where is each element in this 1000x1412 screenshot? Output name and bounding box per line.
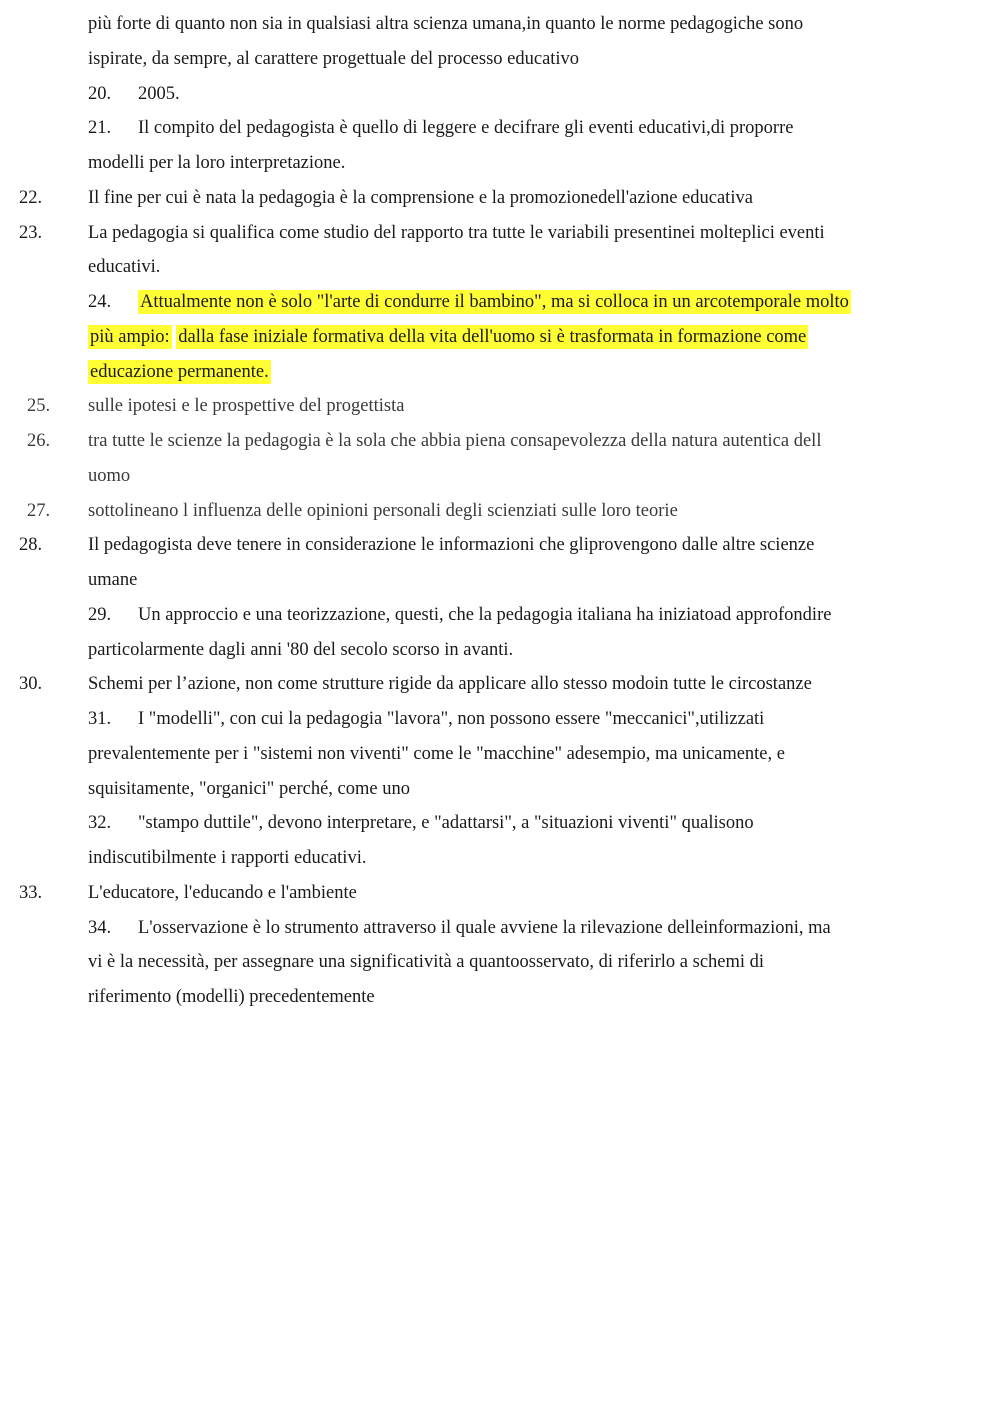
document-page bbox=[0, 7, 1000, 1015]
text-highlight: educazione permanente. bbox=[90, 361, 269, 382]
list-item-30 bbox=[0, 667, 1000, 702]
text-line bbox=[0, 459, 1000, 494]
text-line bbox=[0, 250, 1000, 285]
text-line bbox=[0, 355, 1000, 390]
item-text: "stampo duttile", devono interpretare, e "adattarsi", a "situazioni viventi" qualisono bbox=[138, 813, 754, 834]
paragraph-text: riferimento (modelli) precedentemente bbox=[88, 987, 375, 1007]
paragraph-text: uomo bbox=[88, 465, 131, 486]
paragraph-text: prevalentemente per i "sistemi non viventi" come le "macchine" adesempio, ma unicamente, e bbox=[88, 743, 785, 764]
item-text: I "modelli", con cui la pedagogia "lavora", non possono essere "meccanici",utilizzati bbox=[138, 709, 765, 729]
item-text: L'educatore, l'educando e l'ambiente bbox=[88, 882, 357, 903]
paragraph-text: ispirate, da sempre, al carattere progettuale del processo educativo bbox=[88, 48, 580, 69]
text-line bbox=[0, 320, 1000, 355]
item-number: 34. bbox=[88, 917, 112, 938]
highlighted-text bbox=[88, 320, 808, 355]
text-highlight: dalla fase iniziale formativa della vita dell'uomo si è trasformata in formazione come bbox=[178, 326, 807, 347]
item-number: 24. bbox=[88, 292, 112, 312]
list-item-20 bbox=[0, 77, 1000, 112]
item-number: 23. bbox=[19, 222, 43, 243]
text-highlight: più ampio: bbox=[90, 326, 170, 347]
item-text: 2005. bbox=[138, 83, 180, 104]
item-text: Un approccio e una teorizzazione, questi, che la pedagogia italiana ha iniziatoad approfondire bbox=[138, 604, 832, 625]
item-text: Il compito del pedagogista è quello di leggere e decifrare gli eventi educativi,di proporre bbox=[138, 118, 794, 139]
item-number: 20. bbox=[88, 83, 112, 104]
item-number: 25. bbox=[27, 396, 51, 417]
item-text: tra tutte le scienze la pedagogia è la sola che abbia piena consapevolezza della natura autentica dell bbox=[88, 431, 822, 451]
paragraph-text: squisitamente, "organici" perché, come uno bbox=[88, 778, 410, 799]
item-number: 30. bbox=[19, 674, 43, 695]
item-text: Il pedagogista deve tenere in considerazione le informazioni che gliprovengono dalle altre scienze bbox=[88, 535, 815, 556]
text-line bbox=[0, 945, 1000, 980]
item-text: sottolineano l influenza delle opinioni personali degli scienziati sulle loro teorie bbox=[88, 500, 678, 521]
text-line bbox=[0, 42, 1000, 77]
list-item-31 bbox=[0, 702, 1000, 737]
item-number: 32. bbox=[88, 813, 112, 834]
text-line bbox=[0, 980, 1000, 1015]
list-item-22 bbox=[0, 181, 1000, 216]
list-item-33 bbox=[0, 876, 1000, 911]
item-number: 33. bbox=[19, 882, 43, 903]
text-line bbox=[0, 633, 1000, 668]
list-item-29 bbox=[0, 598, 1000, 633]
text-line bbox=[0, 563, 1000, 598]
list-item-34 bbox=[0, 911, 1000, 946]
text-highlight: Attualmente non è solo "l'arte di condurre il bambino", ma si colloca in un arcotemporale molto bbox=[140, 292, 849, 312]
paragraph-text: più forte di quanto non sia in qualsiasi altra scienza umana,in quanto le norme pedagogiche sono bbox=[88, 14, 804, 34]
highlighted-text bbox=[88, 355, 271, 390]
list-item-28 bbox=[0, 528, 1000, 563]
item-number: 22. bbox=[19, 187, 43, 208]
list-item-23 bbox=[0, 216, 1000, 251]
item-number: 28. bbox=[19, 535, 43, 556]
list-item-21 bbox=[0, 111, 1000, 146]
text-line bbox=[0, 841, 1000, 876]
item-number: 31. bbox=[88, 709, 112, 729]
item-text: L'osservazione è lo strumento attraverso il quale avviene la rilevazione delleinformazioni, ma bbox=[138, 917, 831, 938]
highlighted-text bbox=[138, 285, 851, 320]
item-number: 26. bbox=[27, 431, 51, 451]
item-number: 27. bbox=[27, 500, 51, 521]
item-number: 21. bbox=[88, 118, 112, 139]
text-line bbox=[0, 146, 1000, 181]
paragraph-text: particolarmente dagli anni '80 del secolo scorso in avanti. bbox=[88, 639, 514, 660]
text-line bbox=[0, 737, 1000, 772]
item-text: sulle ipotesi e le prospettive del progettista bbox=[88, 396, 405, 417]
paragraph-text: modelli per la loro interpretazione. bbox=[88, 153, 346, 173]
paragraph-text: umane bbox=[88, 570, 138, 590]
text-line bbox=[0, 772, 1000, 807]
list-item-26 bbox=[0, 424, 1000, 459]
paragraph-text: indiscutibilmente i rapporti educativi. bbox=[88, 848, 367, 868]
item-text: Schemi per l’azione, non come strutture rigide da applicare allo stesso modoin tutte le circostanze bbox=[88, 674, 812, 695]
paragraph-text: educativi. bbox=[88, 257, 161, 278]
list-item-32 bbox=[0, 806, 1000, 841]
list-item-25 bbox=[0, 389, 1000, 424]
list-item-24 bbox=[0, 285, 1000, 320]
paragraph-text: vi è la necessità, per assegnare una significatività a quantoosservato, di riferirlo a schemi di bbox=[88, 952, 765, 973]
item-text: Il fine per cui è nata la pedagogia è la comprensione e la promozionedell'azione educativa bbox=[88, 187, 753, 208]
list-item-27 bbox=[0, 494, 1000, 529]
item-text: La pedagogia si qualifica come studio del rapporto tra tutte le variabili presentinei molteplici eventi bbox=[88, 222, 825, 243]
text-line bbox=[0, 7, 1000, 42]
item-number: 29. bbox=[88, 604, 112, 625]
